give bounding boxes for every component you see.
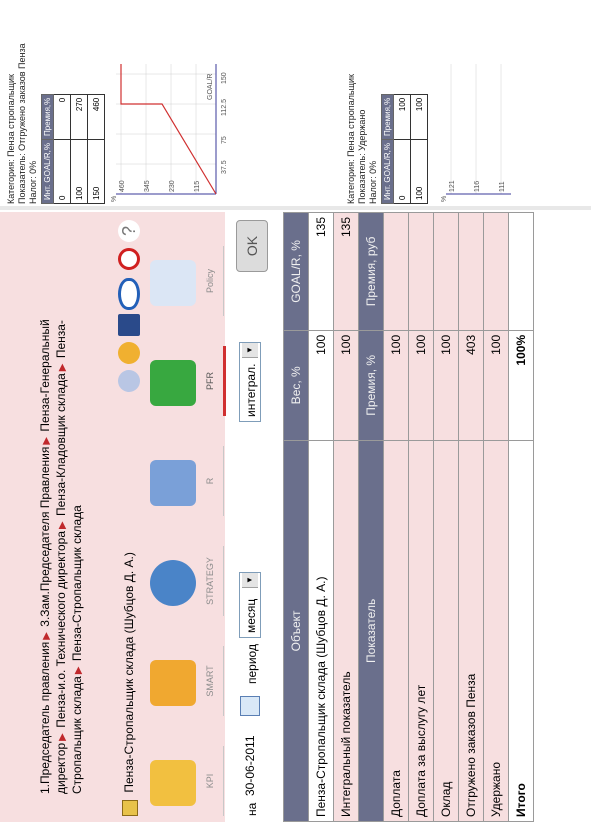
col-object: Объект [284, 440, 309, 821]
scale-cell: 100 [411, 94, 428, 139]
object-name: Пенза-Стропальщик склада (Шубцов Д. А.) [309, 440, 334, 821]
scale-label: 75 [221, 136, 228, 144]
main-panel [0, 212, 591, 822]
indicator-name: Удержано [484, 440, 509, 821]
indicator-bonus-pct: 100 [434, 330, 459, 440]
scale-panels [0, 0, 591, 204]
tab-smart[interactable]: SMART [205, 646, 224, 716]
scale-label: 112.5 [221, 99, 228, 116]
filter-bar [231, 212, 275, 822]
results-table [283, 212, 534, 822]
table-row[interactable] [409, 213, 434, 822]
arrow-icon: ▶ [57, 521, 68, 529]
scale-category: Категория: Пенза стропальщик [6, 74, 16, 204]
breadcrumb-link[interactable]: Пенза-и.о. Технического директора [54, 530, 68, 728]
scale-tax: Налог: 0% [368, 160, 378, 204]
warning-grid-icon[interactable] [150, 760, 196, 806]
breadcrumb-link[interactable]: 1.Председатель правления [38, 641, 52, 794]
unit-row [122, 552, 138, 816]
breadcrumb-line-2 [54, 320, 68, 794]
arrow-icon: ▶ [73, 666, 84, 675]
panel-divider[interactable] [0, 206, 591, 210]
scale-chart [106, 54, 232, 204]
help-icon[interactable]: ? [118, 220, 140, 242]
period-select[interactable] [239, 572, 261, 638]
network-icon[interactable] [118, 314, 140, 336]
arrow-icon: ▶ [41, 632, 52, 640]
indicator-name: Доплата [384, 440, 409, 821]
indicator-bonus-rub [384, 213, 409, 331]
indicator-bonus-rub [434, 213, 459, 331]
eye-icon[interactable] [118, 278, 140, 310]
scale-label: 460 [119, 180, 126, 192]
indicator-bonus-rub [484, 213, 509, 331]
indicator-bonus-pct: 100 [409, 330, 434, 440]
arrow-icon: ▶ [41, 436, 52, 445]
tab-r[interactable]: R [205, 446, 224, 516]
unit-label: Пенза-Стропальщик склада (Шубцов Д. А.) [122, 552, 137, 793]
indicator-name: Доплата за выслугу лет [409, 440, 434, 821]
scale-chart [436, 54, 516, 204]
arrow-icon: ▶ [57, 363, 68, 372]
scale-tax: Налог: 0% [28, 160, 38, 204]
scale-label: 121 [449, 180, 456, 192]
breadcrumb-link[interactable]: директор [54, 742, 68, 794]
object-goal: 135 [309, 213, 334, 331]
ratings-icon[interactable] [150, 460, 196, 506]
chevron-down-icon[interactable]: ▼ [242, 343, 258, 358]
breadcrumb-link[interactable]: Пенза-Кладовщик склада [54, 373, 68, 516]
mode-select[interactable] [239, 342, 261, 422]
indicator-bonus-rub [459, 213, 484, 331]
scale-cell: 0 [54, 140, 71, 204]
table-row[interactable] [484, 213, 509, 822]
indicator-bonus-pct: 100 [484, 330, 509, 440]
scale-cell: 270 [71, 94, 88, 139]
tab-policy[interactable]: Policy [205, 246, 224, 316]
breadcrumb-link[interactable]: Пенза-Генеральный [38, 319, 52, 432]
tab-strategy[interactable]: STRATEGY [205, 546, 224, 616]
scale-cell: 150 [88, 140, 105, 204]
table-row[interactable] [434, 213, 459, 822]
scale-cell: 100 [394, 94, 411, 139]
scale-col-bonus: Премия,% [382, 94, 394, 139]
scale-label: 230 [169, 180, 176, 192]
table-row[interactable] [384, 213, 409, 822]
total-bonus-rub [509, 213, 534, 331]
scale-cell: 0 [54, 94, 71, 139]
toolbar [150, 216, 228, 816]
tab-kpi[interactable]: KPI [205, 746, 224, 816]
breadcrumb-line-1 [38, 319, 52, 794]
scale-cell: 0 [394, 140, 411, 204]
breadcrumb-line-3 [70, 505, 84, 794]
indicator-bonus-pct: 403 [459, 330, 484, 440]
arrow-icon: ▶ [57, 733, 68, 741]
scale-panel [346, 0, 506, 204]
total-bonus-pct: 100% [509, 330, 534, 440]
indicator-name: Отгружено заказов Пенза [459, 440, 484, 821]
total-label: Итого [509, 440, 534, 821]
goal-icon[interactable] [150, 560, 196, 606]
dollar-icon[interactable] [150, 360, 196, 406]
scale-label: 111 [499, 181, 506, 192]
table-row[interactable] [334, 213, 359, 822]
col-weight: Вес, % [284, 330, 309, 440]
table-header [284, 213, 309, 822]
scale-label: 345 [144, 180, 151, 192]
indicator-bonus-pct: 100 [384, 330, 409, 440]
breadcrumb [0, 212, 225, 822]
col-goal: GOAL/R, % [284, 213, 309, 331]
scale-col-goal: Инт. GOAL/R,% [42, 140, 54, 204]
scale-cell: 460 [88, 94, 105, 139]
scale-panel [6, 0, 228, 204]
scale-info [346, 0, 379, 204]
tools-icon[interactable] [118, 342, 140, 364]
scale-cell: 100 [71, 140, 88, 204]
unit-icon [122, 800, 138, 816]
mode-value: интеграл. [244, 363, 258, 417]
scale-label: % [111, 195, 118, 202]
table-row[interactable] [459, 213, 484, 822]
date-field[interactable]: 30-06-2011 [239, 718, 261, 800]
scale-col-goal: Инт. GOAL/R,% [382, 140, 394, 204]
breadcrumb-link[interactable]: Стропальщик склада [70, 676, 84, 794]
col-indicator: Показатель [359, 440, 384, 821]
breadcrumb-link[interactable]: 3.Зам.Председателя Правления [38, 446, 52, 627]
policy-icon[interactable] [150, 260, 196, 306]
target-icon[interactable] [118, 248, 140, 270]
folder-icon[interactable] [150, 660, 196, 706]
object-name: Интегральный показатель [334, 440, 359, 821]
scale-table [41, 94, 105, 204]
object-weight: 100 [334, 330, 359, 440]
small-icons [118, 212, 146, 392]
period-value: месяц [244, 598, 258, 633]
scale-cell: 100 [411, 140, 428, 204]
indicator-name: Оклад [434, 440, 459, 821]
calendar-icon[interactable] [240, 696, 260, 716]
table-row[interactable] [309, 213, 334, 822]
scale-indicator: Показатель: Отгружено заказов Пенза [17, 43, 27, 204]
scale-category: Категория: Пенза стропальщик [346, 74, 356, 204]
scale-label: % [441, 195, 448, 202]
col-bonus-rub: Премия, руб [359, 213, 384, 331]
breadcrumb-link[interactable]: Пенза- [54, 320, 68, 359]
indicator-bonus-rub [409, 213, 434, 331]
scale-label: 150 [221, 72, 228, 84]
scale-label: GOAL/R [207, 73, 214, 100]
col-bonus-pct: Премия, % [359, 330, 384, 440]
scale-info [6, 0, 39, 204]
scale-col-bonus: Премия,% [42, 94, 54, 139]
ok-button[interactable]: OK [236, 220, 268, 272]
scale-indicator: Показатель: Удержано [357, 109, 367, 204]
table-header [359, 213, 384, 822]
scale-table [381, 94, 428, 204]
total-row [509, 213, 534, 822]
date-prefix: на [245, 802, 259, 816]
scale-label: 116 [474, 180, 481, 192]
scale-line [121, 64, 216, 194]
chevron-down-icon[interactable]: ▼ [242, 573, 258, 588]
period-label: период [245, 644, 259, 684]
tab-pfr[interactable]: PFR [205, 346, 226, 416]
scale-label: 37.5 [221, 160, 228, 174]
users-icon[interactable] [118, 370, 140, 392]
breadcrumb-link[interactable]: Пенза-Стропальщик склада [70, 505, 84, 662]
object-weight: 100 [309, 330, 334, 440]
object-goal: 135 [334, 213, 359, 331]
scale-label: 115 [194, 180, 201, 192]
